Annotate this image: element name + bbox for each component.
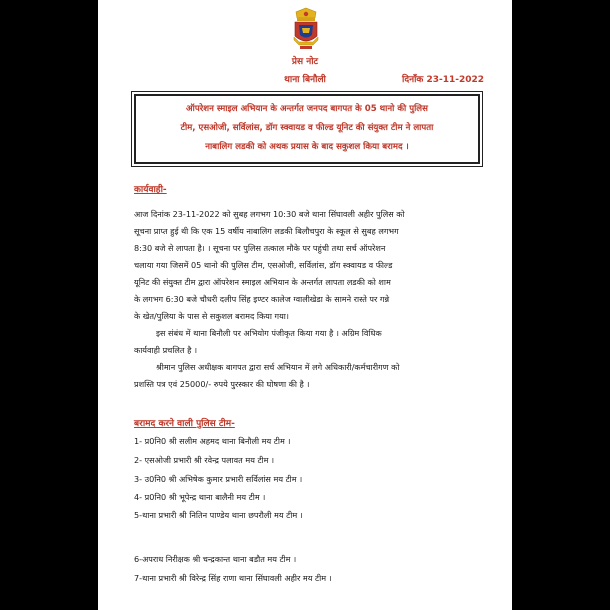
action-paragraph-line: के खेत/पुलिया के पास से सकुशल बरामद किया गया। bbox=[134, 311, 289, 321]
team-member: 3- उ0नि0 श्री अभिषेक कुमार प्रभारी सर्विलांस मय टीम । bbox=[134, 474, 303, 484]
action-paragraph-line: प्रशस्ति पत्र एवं 25000/- रुपये पुरस्कार की घोषणा की है । bbox=[134, 379, 310, 389]
team-heading: बरामद करने वाली पुलिस टीम- bbox=[134, 419, 235, 429]
action-heading: कार्यवाही- bbox=[134, 185, 167, 195]
up-police-emblem-icon bbox=[291, 6, 321, 50]
headline-line: टीम, एसओजी, सर्विलांस, डॉग स्क्वायड व फील्ड यूनिट की संयुक्त टीम ने लापता bbox=[180, 123, 434, 133]
team-member: 1- प्र0नि0 श्री सलीम अहमद थाना बिनौली मय टीम । bbox=[134, 436, 291, 446]
action-paragraph-line: 8:30 बजे से लापता है। । सूचना पर पुलिस तत्काल मौके पर पहुंची तथा सर्च ऑपरेशन bbox=[134, 243, 386, 253]
action-paragraph-line: कार्यवाही प्रचलित है । bbox=[134, 345, 198, 355]
team-member: 5-थाना प्रभारी श्री नितिन पाण्डेय थाना छपरौली मय टीम । bbox=[134, 510, 303, 520]
headline-box bbox=[134, 94, 480, 164]
action-paragraph-line: श्रीमान पुलिस अधीक्षक बागपत द्वारा सर्च अभियान में लगे अधिकारी/कर्मचारीगण को bbox=[156, 362, 400, 372]
station-name: थाना बिनौली bbox=[284, 75, 326, 85]
team-member: 2- एसओजी प्रभारी श्री रवेन्द्र पलावत मय टीम । bbox=[134, 455, 275, 465]
action-paragraph-line: के लगभग 6:30 बजे चौधरी दलीप सिंह इण्टर कालेज ग्वालीखेडा के सामने रास्ते पर गन्ने bbox=[134, 294, 390, 304]
press-note-title: प्रेस नोट bbox=[291, 57, 319, 67]
headline-line: ऑपरेशन स्माइल अभियान के अन्तर्गत जनपद बागपत के 05 थानो की पुलिस bbox=[186, 104, 428, 114]
press-note-page bbox=[98, 0, 512, 610]
action-paragraph-line: यूनिट की संयुक्त टीम द्वारा ऑपरेशन स्माइल अभियान के अन्तर्गत लापता लडकी को शाम bbox=[134, 277, 391, 287]
action-paragraph-line: इस संबंध में थाना बिनौली पर अभियोग पंजीकृत किया गया है । अग्रिम विधिक bbox=[156, 328, 382, 338]
team-member: 7-थाना प्रभारी श्री विरेन्द्र सिंह राणा थाना सिंघावली अहीर मय टीम । bbox=[134, 573, 332, 583]
action-paragraph-line: सूचना प्राप्त हुई थी कि एक 15 वर्षीय नाबालिग लडकी बिलौचपुरा के स्कूल से सुबह लगभग bbox=[134, 226, 399, 236]
press-note-date: दिनाँक 23-11-2022 bbox=[402, 75, 485, 85]
action-paragraph-line: चलाया गया जिसमें 05 थानो की पुलिस टीम, एसओजी, सर्विलांस, डॉग स्क्वायड व फील्ड bbox=[134, 260, 393, 270]
team-member: 6-अपराध निरीक्षक श्री चन्द्रकान्त थाना बडौत मय टीम । bbox=[134, 554, 297, 564]
action-paragraph-line: आज दिनांक 23-11-2022 को सुबह लगभग 10:30 बजे थाना सिंघावली अहीर पुलिस को bbox=[134, 209, 405, 219]
headline-line: नाबालिग लडकी को अथक प्रयास के बाद सकुशल किया बरामद । bbox=[205, 142, 409, 152]
team-member: 4- प्र0नि0 श्री भूपेन्द्र थाना बालैनी मय टीम । bbox=[134, 492, 266, 502]
